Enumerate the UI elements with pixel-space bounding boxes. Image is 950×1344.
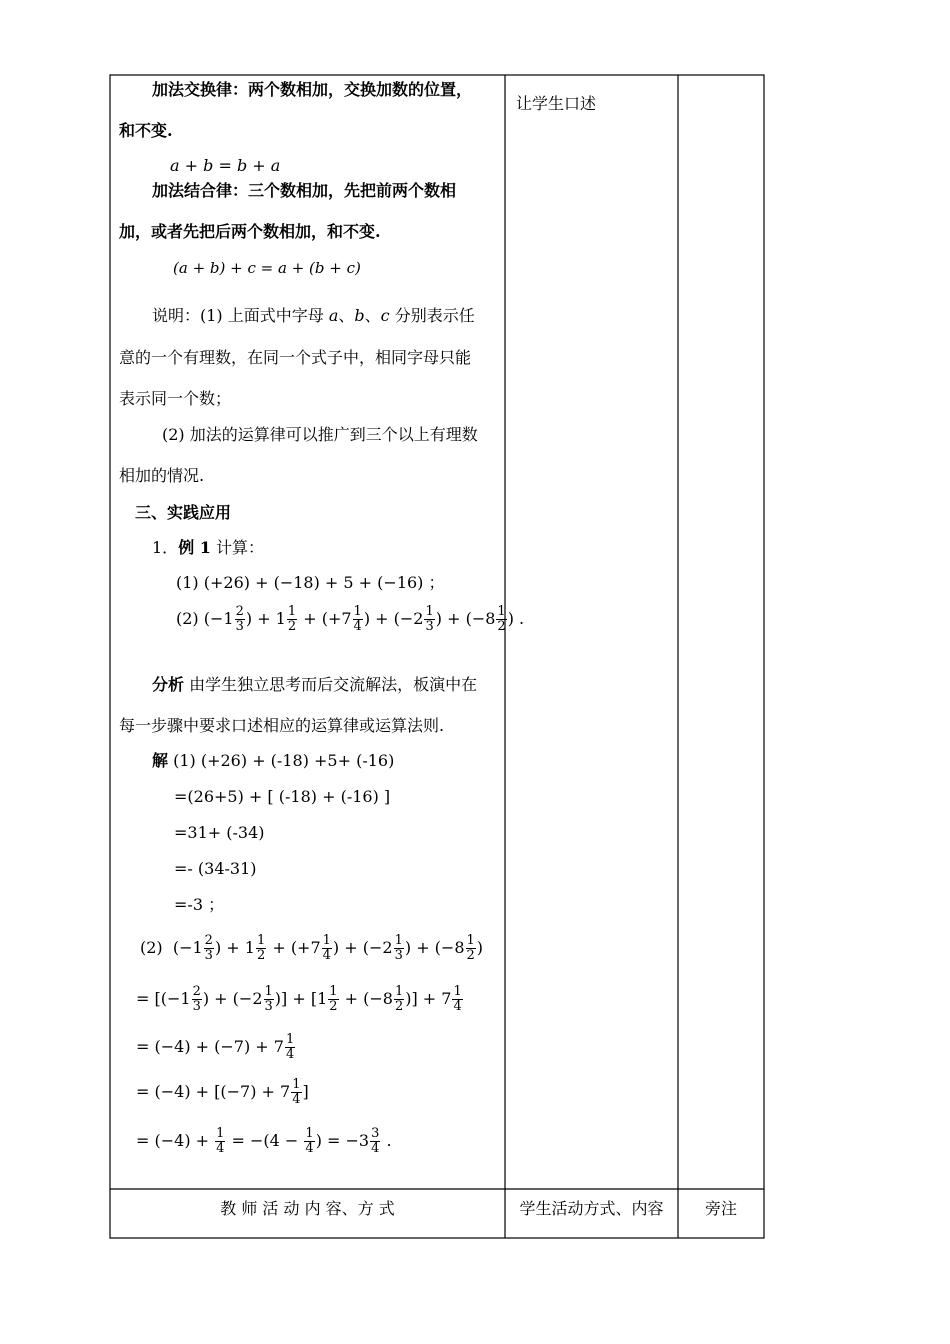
solution-1-line3: =31+ (-34): [174, 823, 265, 842]
associative-law-line1: 加法结合律：三个数相加，先把前两个数相: [152, 181, 457, 200]
commutative-law-line2: 和不变.: [119, 121, 173, 140]
note-line2: 意的一个有理数，在同一个式子中，相同字母只能: [119, 348, 472, 367]
note2-line1: (2) 加法的运算律可以推广到三个以上有理数: [162, 425, 478, 444]
solution-2-line5: = (−4) + $\frac{1}{4}$ = −(4 − $\frac{1}{4}$ ) = −3 $\frac{3}{4}$ .: [136, 1126, 392, 1156]
section-title: 三、实践应用: [135, 503, 232, 522]
solution-2-line3: = (−4) + (−7) + 7 $\frac{1}{4}$: [136, 1032, 295, 1062]
note-line3: 表示同一个数；: [119, 389, 232, 408]
solution-1-line4: =- (34-31): [174, 859, 257, 878]
analysis-line1: 分析 由学生独立思考而后交流解法，板演中在: [152, 675, 478, 694]
question-1: (1) (+26) + (−18) + 5 + (−16) ；: [176, 573, 445, 592]
solution-2-line4: = (−4) + [(−7) + 7 $\frac{1}{4}$ ]: [136, 1077, 309, 1107]
associative-law-line2: 加，或者先把后两个数相加，和不变.: [119, 222, 381, 241]
remarks-header: 旁注: [704, 1199, 737, 1218]
solution-1-line1: 解 (1) (+26) + (-18) +5+ (-16): [152, 751, 395, 770]
example-heading: 1．例 1 计算：: [152, 538, 264, 557]
student-activity-note: 让学生口述: [516, 94, 597, 113]
teacher-content-header: 教 师 活 动 内 容、方 式: [220, 1199, 395, 1218]
note2-line2: 相加的情况.: [119, 466, 205, 485]
solution-1-line2: =(26+5) + [ (-18) + (-16) ]: [174, 787, 391, 806]
note-line1: 说明：(1) 上面式中字母 a、b、c 分别表示任: [152, 306, 475, 325]
question-2: (2) (−1 $\frac{2}{3}$ ) + 1 $\frac{1}{2}$ + (+7 $\frac{1}{4}$ ) + (−2 $\frac{1}{3}$ ) + (−8 $\frac{1}{2}$ ) .: [176, 604, 525, 634]
student-activity-header: 学生活动方式、内容: [519, 1199, 664, 1218]
commutative-formula: a + b = b + a: [170, 156, 281, 175]
analysis-line2: 每一步骤中要求口述相应的运算律或运算法则.: [119, 716, 445, 735]
commutative-law-line1: 加法交换律：两个数相加，交换加数的位置，: [152, 80, 473, 99]
solution-1-line5: =-3 ；: [174, 895, 225, 914]
solution-2-line1: (2) (−1 $\frac{2}{3}$ ) + 1 $\frac{1}{2}$ + (+7 $\frac{1}{4}$ ) + (−2 $\frac{1}{3}$ ) + (−8 $\frac{1}{2}$ ): [140, 933, 484, 963]
solution-2-line2: = [(−1 $\frac{2}{3}$ ) + (−2 $\frac{1}{3}$ )] + [1 $\frac{1}{2}$ + (−8 $\frac{1}{2}$ )] + 7 $\frac{1}{4}$: [136, 984, 462, 1014]
associative-formula: (a + b) + c = a + (b + c): [173, 259, 361, 277]
